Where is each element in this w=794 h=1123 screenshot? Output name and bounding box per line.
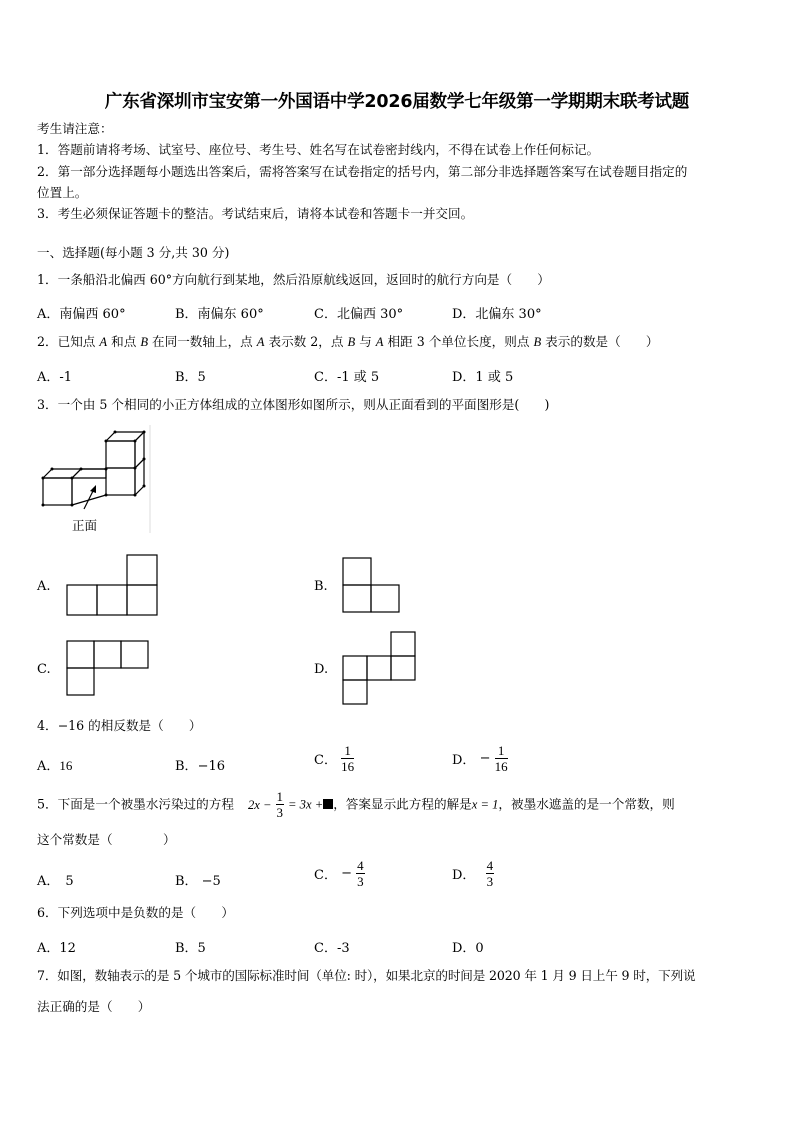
q2-option-b: B．5 (175, 370, 206, 385)
q1-option-c: C．北偏西 30° (314, 307, 404, 322)
q5-option-a: A． 5 (37, 874, 74, 889)
q1-stem: 1．一条船沿北偏西 60°方向航行到某地，然后沿原航线返回，返回时的航行方向是（ ） (37, 272, 550, 287)
ink-blot (323, 799, 333, 809)
q2-option-d: D．1 或 5 (452, 370, 514, 385)
q3-option-c-letter: C. (37, 662, 51, 677)
q2-option-a: A．-1 (37, 370, 73, 385)
q1-option-a: A．南偏西 60° (37, 307, 126, 322)
q3-front-label: 正面 (72, 518, 98, 533)
q3-option-b-figure (342, 557, 402, 613)
q3-option-b-letter: B. (314, 579, 328, 594)
q6-option-d: D．0 (452, 941, 484, 956)
q5-option-d-fraction: $\frac{4}{3}$ (486, 858, 494, 889)
q4-option-a: A．16 (37, 758, 73, 774)
q1-option-d: D．北偏东 30° (452, 307, 542, 322)
q5-stem-line2: 这个常数是（ ） (37, 832, 176, 847)
notice-item-3: 3．考生必须保证答题卡的整洁。考试结束后，请将本试卷和答题卡一并交回。 (37, 206, 474, 221)
q3-stem: 3．一个由 5 个相同的小正方体组成的立体图形如图所示，则从正面看到的平面图形是( ) (37, 397, 550, 412)
notice-item-2: 2．第一部分选择题每小题选出答案后，需将答案写在试卷指定的括号内，第二部分非选择题答案写在试卷题目指定的 (37, 164, 688, 179)
notice-item-2-cont: 位置上。 (37, 185, 88, 200)
notice-item-1: 1．答题前请将考场、试室号、座位号、考生号、姓名写在试卷密封线内，不得在试卷上作任何标记。 (37, 142, 600, 157)
q2-stem: 2．已知点 A 和点 B 在同一数轴上，点 A 表示数 2，点 B 与 A 相距 3 个单位长度，则点 B 表示的数是（ ） (37, 334, 659, 349)
q4-option-c-fraction: $\frac{1}{16}$ (341, 743, 355, 774)
page-title: 广东省深圳市宝安第一外国语中学2026届数学七年级第一学期期末联考试题 (104, 92, 690, 112)
q5-option-d: D． $\frac{4}{3}$ (452, 858, 494, 889)
q2-option-c: C．-1 或 5 (314, 370, 380, 385)
q3-option-a-letter: A. (37, 579, 51, 594)
q7-stem-line2: 法正确的是（ ） (37, 999, 151, 1014)
q3-option-d-figure (342, 631, 420, 709)
q7-stem-line1: 7．如图，数轴表示的是 5 个城市的国际标准时间（单位: 时），如果北京的时间是 2020 年 1 月 9 日上午 9 时，下列说 (37, 968, 696, 983)
q5-stem: 5．下面是一个被墨水污染过的方程 2x − $\frac{1}{3}$ = 3x + ，答案显示此方程的解是x = 1，被墨水遮盖的是一个常数，则 (37, 789, 675, 820)
q4-option-d: D． − $\frac{1}{16}$ (452, 743, 508, 774)
notice-heading: 考生请注意： (37, 121, 113, 136)
q6-option-a: A．12 (37, 941, 76, 956)
q6-stem: 6．下列选项中是负数的是（ ） (37, 905, 234, 920)
q5-option-c-fraction: $\frac{4}{3}$ (357, 858, 364, 889)
section-heading: 一、选择题(每小题 3 分,共 30 分) (37, 245, 230, 260)
q4-option-c: C． $\frac{1}{16}$ (314, 743, 355, 774)
q5-equation-fraction: $\frac{1}{3}$ (276, 789, 283, 820)
q3-option-a-figure (66, 555, 158, 617)
q6-option-b: B．5 (175, 941, 206, 956)
q1-option-b: B．南偏东 60° (175, 307, 264, 322)
q6-option-c: C．-3 (314, 941, 350, 956)
q4-option-b: B．−16 (175, 759, 225, 774)
q4-stem: 4．−16 的相反数是（ ） (37, 718, 202, 733)
q4-option-d-fraction: $\frac{1}{16}$ (494, 743, 508, 774)
q3-option-c-figure (66, 640, 150, 696)
q5-option-b: B． −5 (175, 874, 221, 889)
q5-option-c: C． − $\frac{4}{3}$ (314, 858, 364, 889)
q3-option-d-letter: D. (314, 662, 329, 677)
